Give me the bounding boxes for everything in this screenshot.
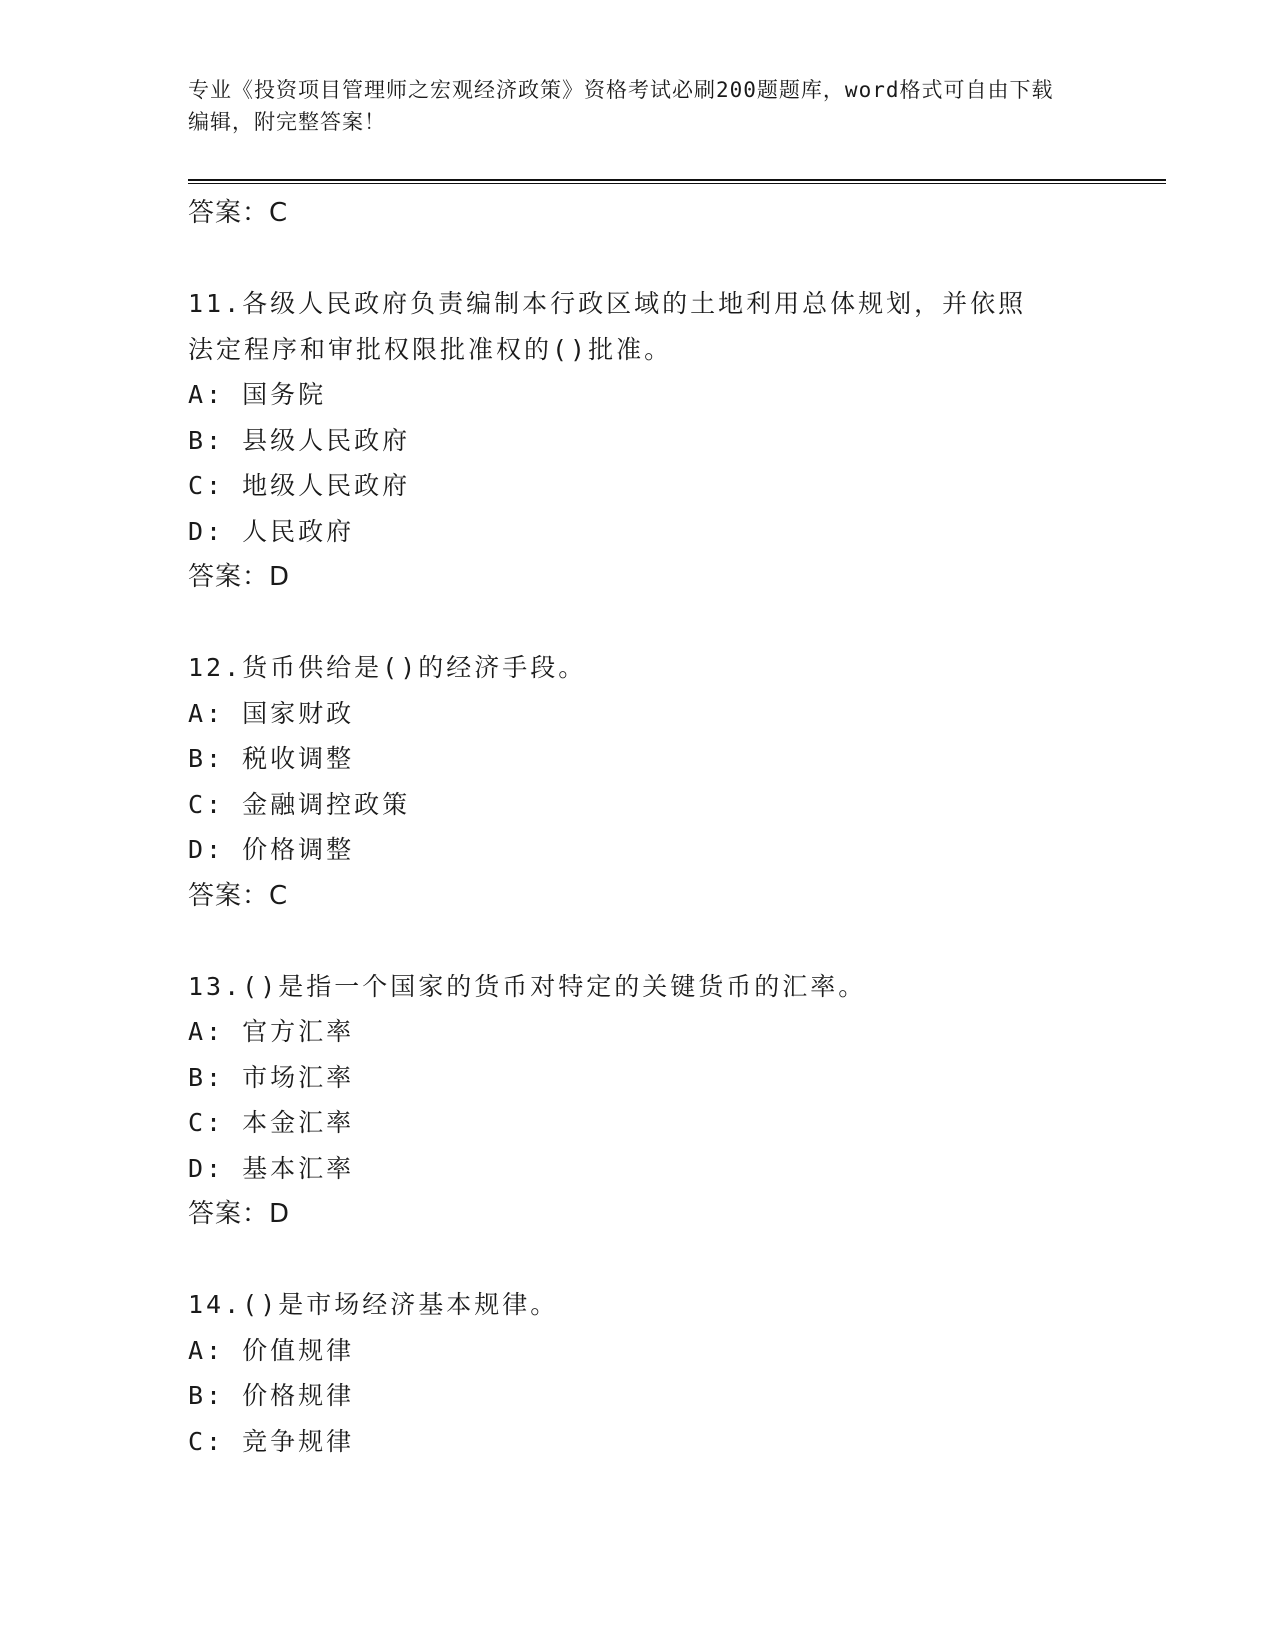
spacer	[188, 236, 1088, 281]
answer-line: 答案：C	[188, 880, 289, 911]
spacer	[188, 600, 1088, 645]
header-divider	[188, 179, 1166, 184]
spacer	[188, 919, 1088, 964]
option-c: C: 本金汇率	[188, 1108, 355, 1137]
question-item	[188, 964, 1088, 1238]
option-c: C: 金融调控政策	[188, 789, 411, 819]
question-text: 11.各级人民政府负责编制本行政区域的土地利用总体规划，并依照法定程序和审批权限批准权的()批准。	[188, 289, 1027, 364]
option-a: A: 官方汇率	[188, 1017, 355, 1046]
option-b: B: 县级人民政府	[188, 425, 411, 455]
question-text: 14.()是市场经济基本规律。	[188, 1290, 559, 1319]
spacer	[188, 1237, 1088, 1282]
question-text: 13.()是指一个国家的货币对特定的关键货币的汇率。	[188, 971, 867, 1001]
option-a: A: 价值规律	[188, 1335, 355, 1365]
answer-line: 答案：C	[188, 198, 289, 228]
option-d: D: 基本汇率	[188, 1153, 355, 1183]
question-item	[188, 645, 1088, 919]
option-c: C: 地级人民政府	[188, 471, 411, 500]
answer-line: 答案：D	[188, 562, 291, 592]
question-list	[188, 190, 1088, 1464]
option-b: B: 税收调整	[188, 744, 355, 773]
answer-line: 答案：D	[188, 1199, 291, 1229]
option-b: B: 价格规律	[188, 1381, 355, 1410]
option-c: C: 竞争规律	[188, 1426, 355, 1456]
document-header: 专业《投资项目管理师之宏观经济政策》资格考试必刷200题题库，word格式可自由下载编辑，附完整答案！	[188, 78, 1054, 134]
question-item	[188, 1282, 1088, 1464]
option-a: A: 国务院	[188, 380, 327, 409]
option-d: D: 人民政府	[188, 516, 355, 546]
option-b: B: 市场汇率	[188, 1062, 355, 1092]
option-a: A: 国家财政	[188, 698, 355, 728]
option-d: D: 价格调整	[188, 835, 355, 864]
question-text: 12.货币供给是()的经济手段。	[188, 653, 587, 682]
question-item	[188, 281, 1088, 600]
